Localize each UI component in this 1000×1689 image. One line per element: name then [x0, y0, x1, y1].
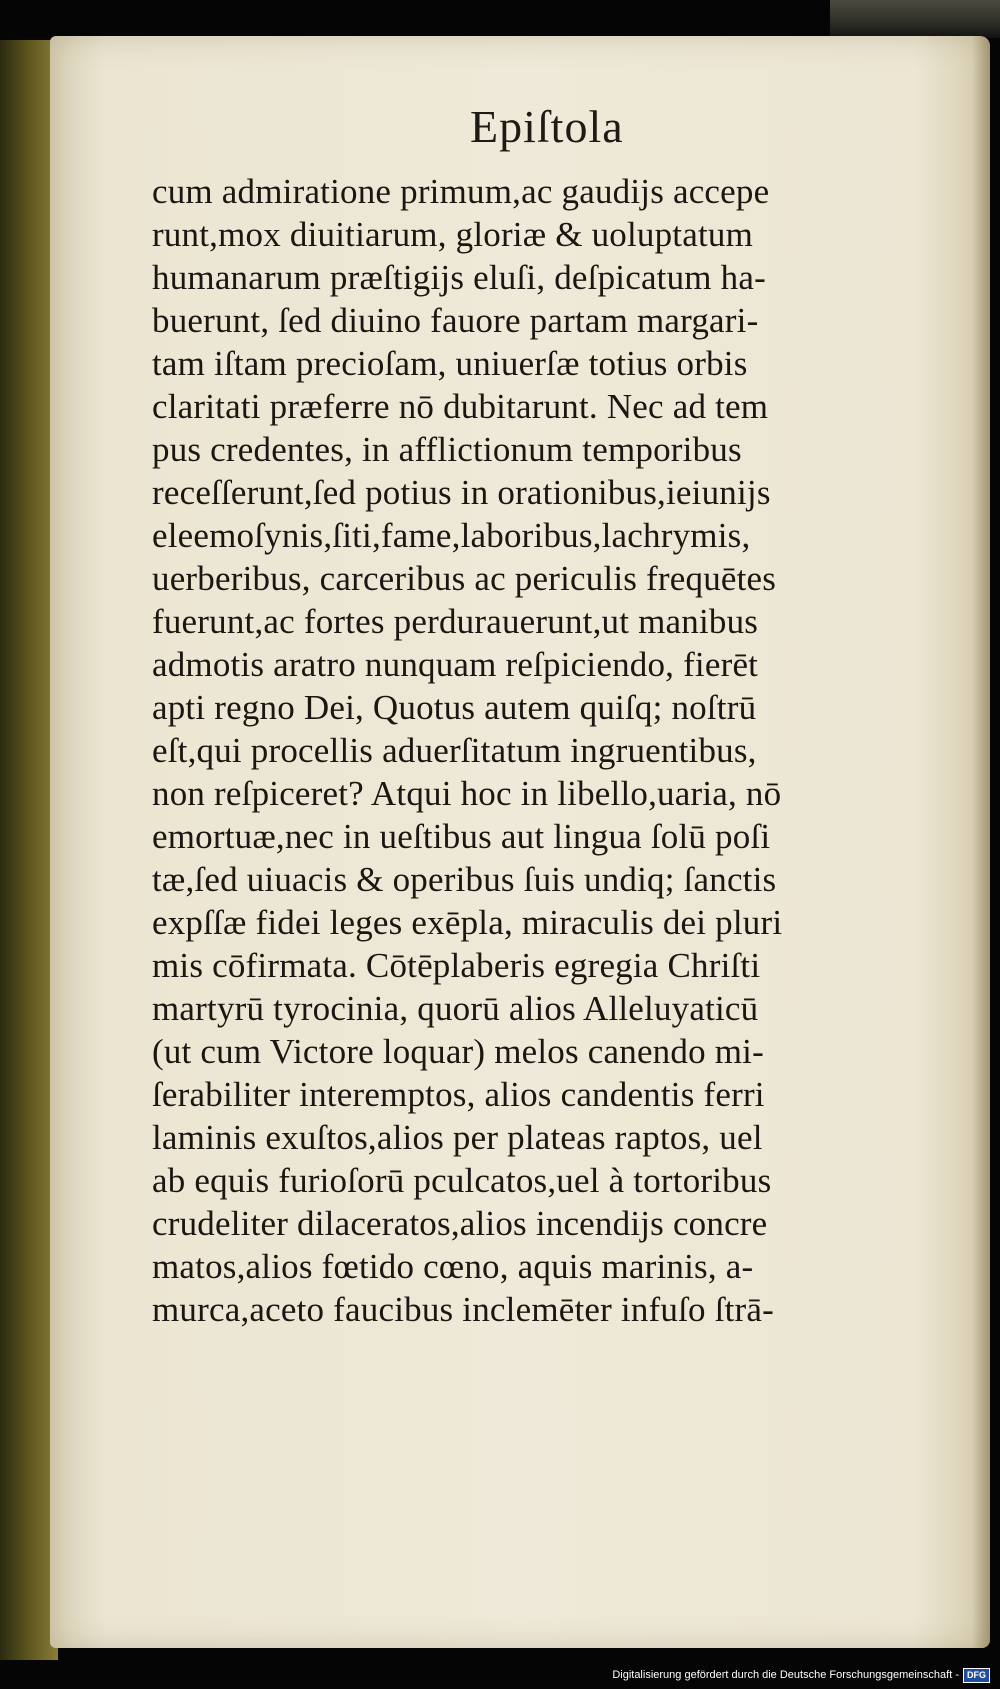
text-line: receſſerunt,ſed potius in orationibus,ieiunijs: [152, 473, 771, 512]
text-line: eſt,qui procellis aduerſitatum ingruentibus,: [152, 731, 757, 770]
text-line: admotis aratro nunquam reſpiciendo, fierēt: [152, 645, 759, 684]
text-line: mis cōfirmata. Cōtēplaberis egregia Chriſti: [152, 946, 761, 985]
footer-credit: Digitalisierung gefördert durch die Deutsche Forschungsgemeinschaft -: [612, 1669, 959, 1681]
text-line: apti regno Dei, Quotus autem quiſq; noſtrū: [152, 688, 757, 727]
text-line: crudeliter dilaceratos,alios incendijs concre: [152, 1204, 768, 1243]
text-line: ab equis furioſorū pculcatos,uel à tortoribus: [152, 1161, 772, 1200]
book-binding-top: [830, 0, 1000, 38]
text-line: tæ,ſed uiuacis & operibus ſuis undiq; ſanctis: [152, 860, 777, 899]
page-edge-shadow: [972, 36, 990, 1648]
text-line: murca,aceto faucibus inclemēter infuſo ſtrā-: [152, 1290, 774, 1329]
dfg-logo: DFG: [963, 1668, 990, 1683]
text-line: cum admiratione primum,ac gaudijs accepe: [152, 172, 770, 211]
text-line: claritati præferre nō dubitarunt. Nec ad tem: [152, 387, 769, 426]
text-line: laminis exuſtos,alios per plateas raptos, uel: [152, 1118, 763, 1157]
digitization-footer: [612, 1665, 990, 1685]
text-line: tam iſtam precioſam, uniuerſæ totius orbis: [152, 344, 748, 383]
text-line: expſſæ fidei leges exēpla, miraculis dei pluri: [152, 903, 783, 942]
text-line: runt,mox diuitiarum, gloriæ & uoluptatum: [152, 215, 754, 254]
text-line: ſerabiliter interemptos, alios candentis ferri: [152, 1075, 765, 1114]
text-line: humanarum præſtigijs eluſi, deſpicatum ha-: [152, 258, 766, 297]
text-line: buerunt, ſed diuino fauore partam margari-: [152, 301, 759, 340]
text-line: eleemoſynis,ſiti,fame,laboribus,lachrymis,: [152, 516, 751, 555]
text-line: non reſpiceret? Atqui hoc in libello,uaria, nō: [152, 774, 782, 813]
text-line: (ut cum Victore loquar) melos canendo mi-: [152, 1032, 764, 1071]
text-line: emortuæ,nec in ueſtibus aut lingua ſolū poſi: [152, 817, 771, 856]
text-line: matos,alios fœtido cœno, aquis marinis, a-: [152, 1247, 754, 1286]
text-line: fuerunt,ac fortes perdurauerunt,ut manibus: [152, 602, 759, 641]
text-block: [152, 170, 912, 1331]
text-line: martyrū tyrocinia, quorū alios Alleluyaticū: [152, 989, 759, 1028]
text-line: uerberibus, carceribus ac periculis frequētes: [152, 559, 777, 598]
text-line: pus credentes, in afflictionum temporibus: [152, 430, 742, 469]
running-head: Epiſtola: [470, 101, 624, 152]
